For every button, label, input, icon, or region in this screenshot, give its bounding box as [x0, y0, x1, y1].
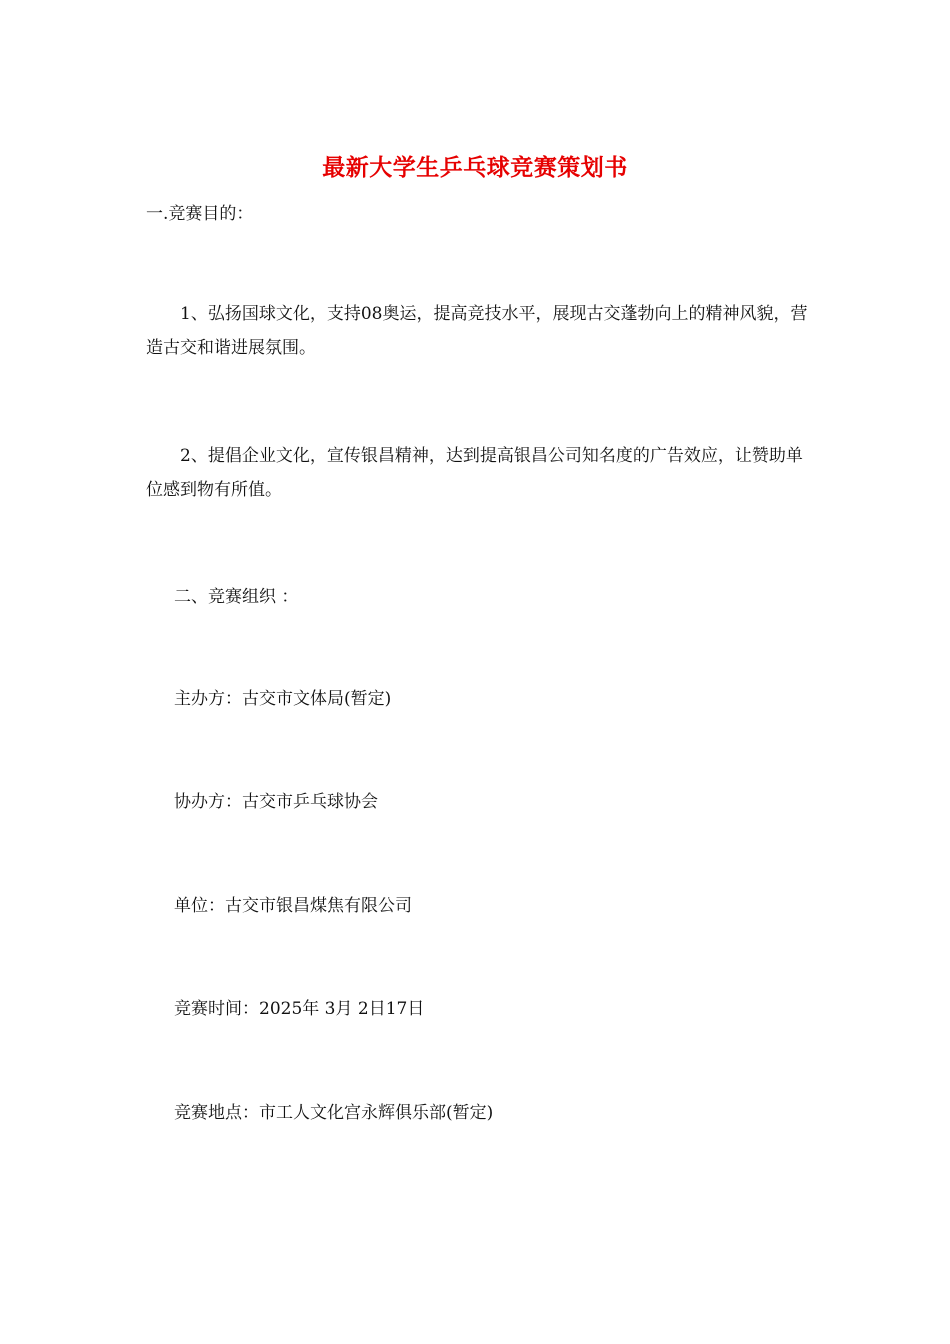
- organizer-line: 主办方：古交市文体局(暂定): [174, 689, 392, 709]
- co-organizer-line: 协办方：古交市乒乓球协会: [174, 792, 378, 812]
- paragraph-purpose-2: 2、提倡企业文化，宣传银昌精神，达到提高银昌公司知名度的广告效应，让赞助单位感到物有所值。: [146, 446, 803, 500]
- competition-location-line: 竞赛地点：市工人文化宫永辉俱乐部(暂定): [174, 1103, 494, 1123]
- document-title: 最新大学生乒乓球竞赛策划书: [322, 154, 628, 181]
- paragraph-purpose-1: 1、弘扬国球文化，支持08奥运，提高竞技水平，展现古交蓬勃向上的精神风貌，营造古交和谐进展氛围。: [146, 304, 808, 358]
- unit-line: 单位：古交市银昌煤焦有限公司: [174, 896, 412, 916]
- section-heading-purpose: 一.竞赛目的：: [146, 204, 254, 224]
- section-heading-organization: 二、竞赛组织 ：: [174, 587, 299, 607]
- competition-time-line: 竞赛时间：2025年 3月 2日17日: [174, 999, 425, 1019]
